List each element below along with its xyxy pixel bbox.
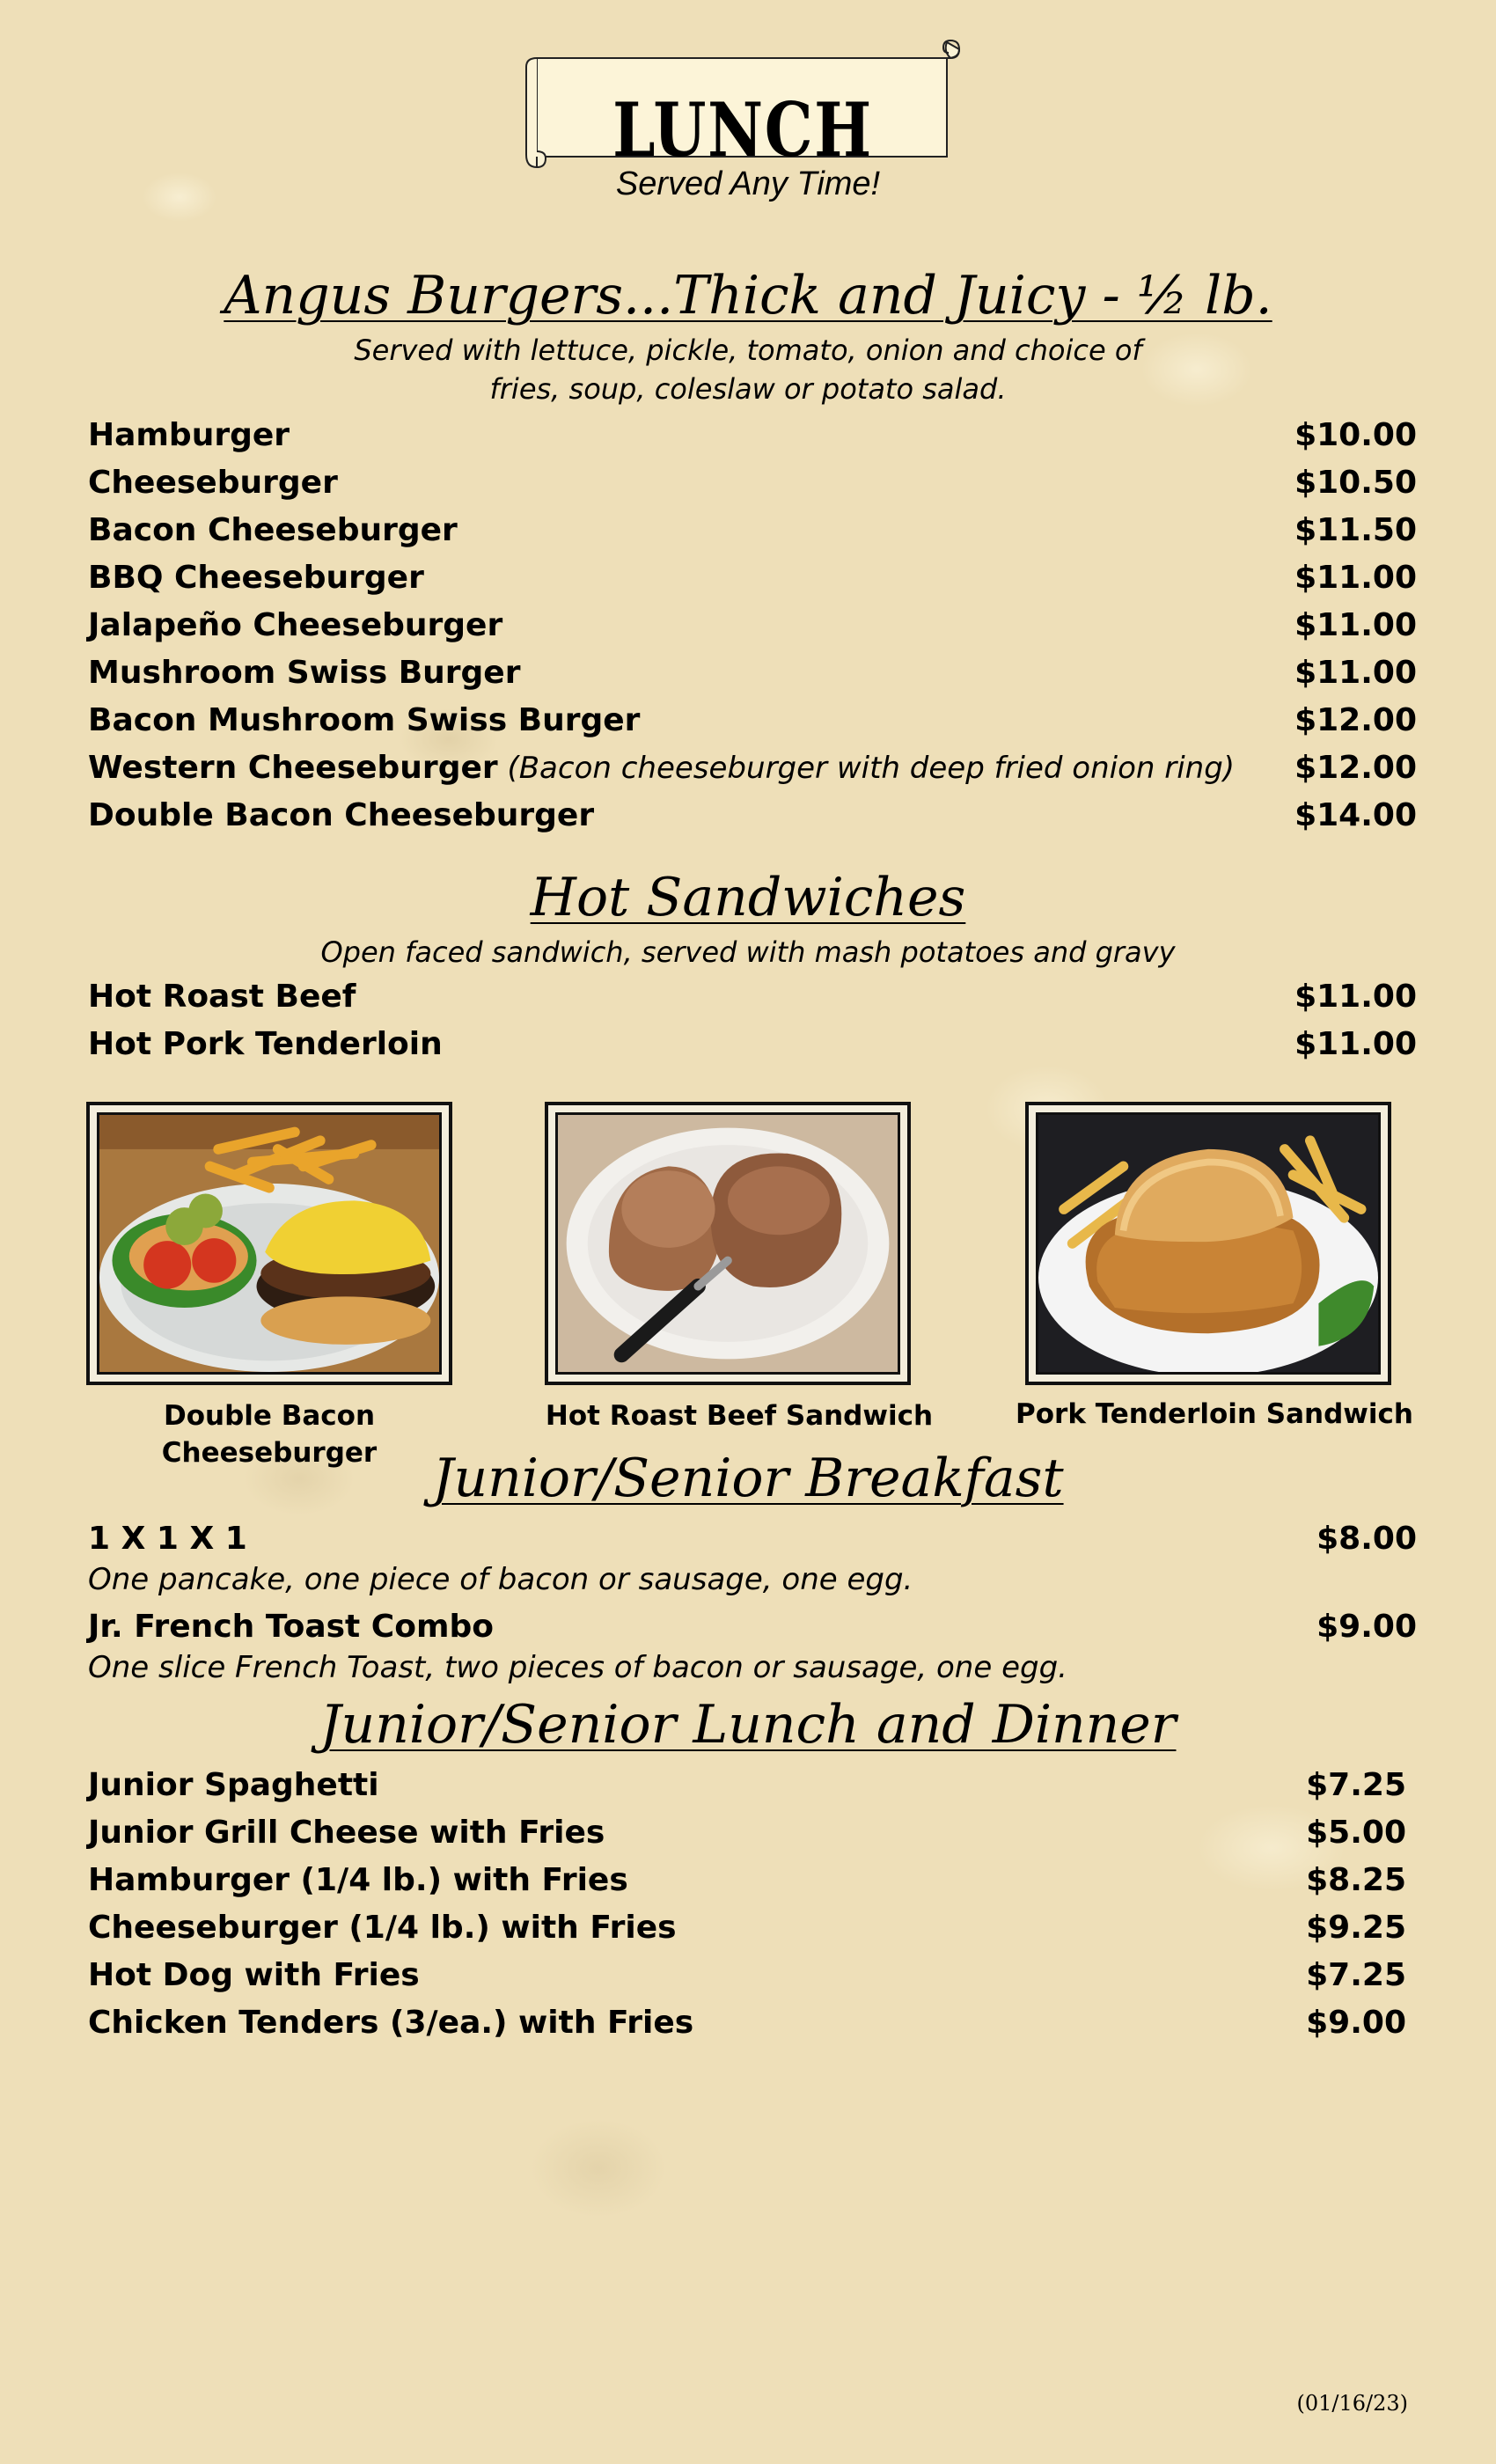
section-desc-hot-sandwiches: Open faced sandwich, served with mash potatoes and gravy — [320, 935, 1176, 969]
item-price: $11.00 — [1294, 560, 1417, 596]
item-name: Chicken Tenders (3/ea.) with Fries — [88, 2005, 694, 2041]
item-price: $12.00 — [1294, 750, 1417, 786]
menu-item — [88, 554, 1417, 602]
menu-item — [88, 697, 1417, 744]
item-name: Junior Spaghetti — [88, 1767, 379, 1803]
item-name: BBQ Cheeseburger — [88, 560, 424, 596]
section-title-lunch-dinner: Junior/Senior Lunch and Dinner — [319, 1694, 1177, 1756]
item-price: $7.25 — [1306, 1767, 1406, 1803]
photo-caption-pork-tenderloin: Pork Tenderloin Sandwich — [1016, 1398, 1413, 1430]
page-subtitle: Served Any Time! — [615, 165, 881, 202]
menu-item — [88, 459, 1417, 507]
burger-photo-icon — [99, 1115, 439, 1372]
menu-item — [88, 1999, 1406, 2047]
item-price: $8.00 — [1316, 1521, 1417, 1557]
menu-item — [88, 1809, 1406, 1857]
item-price: $5.00 — [1306, 1815, 1406, 1851]
item-price: $10.00 — [1294, 417, 1417, 453]
menu-item — [88, 1021, 1417, 1068]
item-name: Cheeseburger (1/4 lb.) with Fries — [88, 1910, 677, 1946]
item-price: $9.25 — [1306, 1910, 1406, 1946]
menu-item — [88, 1904, 1406, 1952]
photo-hot-roast-beef — [545, 1102, 911, 1385]
item-price: $11.00 — [1294, 607, 1417, 643]
menu-item — [88, 602, 1417, 649]
section-title-hot-sandwiches: Hot Sandwiches — [530, 867, 966, 928]
item-name: Bacon Cheeseburger — [88, 512, 458, 548]
photo-double-bacon-cheeseburger — [86, 1102, 452, 1385]
item-description: One pancake, one piece of bacon or sausage, one egg. — [88, 1562, 913, 1597]
menu-item — [88, 744, 1417, 792]
item-price: $11.00 — [1294, 979, 1417, 1015]
item-name-with-note — [88, 744, 1235, 792]
item-description: One slice French Toast, two pieces of bacon or sausage, one egg. — [88, 1650, 1067, 1685]
item-price: $8.25 — [1306, 1862, 1406, 1898]
section-desc-burgers-line2: fries, soup, coleslaw or potato salad. — [489, 372, 1007, 406]
item-note: (Bacon cheeseburger with deep fried onion ring) — [497, 751, 1236, 786]
menu-item — [88, 1603, 1417, 1651]
item-name: Hot Pork Tenderloin — [88, 1026, 443, 1062]
item-name: Mushroom Swiss Burger — [88, 655, 521, 691]
item-price: $14.00 — [1294, 797, 1417, 833]
item-price: $9.00 — [1316, 1609, 1417, 1645]
item-name: 1 X 1 X 1 — [88, 1521, 247, 1557]
title-banner — [524, 39, 961, 178]
revision-date: (01/16/23) — [1296, 2391, 1408, 2416]
item-price: $11.00 — [1294, 1026, 1417, 1062]
photo-pork-tenderloin — [1025, 1102, 1391, 1385]
tenderloin-photo-icon — [1038, 1115, 1378, 1372]
item-name: Western Cheeseburger — [88, 750, 498, 786]
photo-caption-hot-roast-beef: Hot Roast Beef Sandwich — [545, 1400, 934, 1432]
menu-item — [88, 1515, 1417, 1563]
item-name: Hamburger — [88, 417, 290, 453]
item-name: Double Bacon Cheeseburger — [88, 797, 595, 833]
item-price: $11.00 — [1294, 655, 1417, 691]
item-name: Bacon Mushroom Swiss Burger — [88, 702, 641, 738]
item-name: Jalapeño Cheeseburger — [88, 607, 503, 643]
menu-item — [88, 792, 1417, 840]
menu-item — [88, 1857, 1406, 1904]
section-title-breakfast: Junior/Senior Breakfast — [432, 1448, 1064, 1509]
item-price: $12.00 — [1294, 702, 1417, 738]
item-name: Cheeseburger — [88, 465, 338, 501]
item-price: $7.25 — [1306, 1957, 1406, 1993]
item-price: $10.50 — [1294, 465, 1417, 501]
item-price: $11.50 — [1294, 512, 1417, 548]
section-desc-burgers-line1: Served with lettuce, pickle, tomato, onion and choice of — [354, 334, 1142, 367]
menu-item — [88, 507, 1417, 554]
item-price: $9.00 — [1306, 2005, 1406, 2041]
item-name: Junior Grill Cheese with Fries — [88, 1815, 605, 1851]
item-name: Jr. French Toast Combo — [88, 1609, 494, 1645]
menu-item — [88, 973, 1417, 1021]
menu-item — [88, 412, 1417, 459]
menu-item — [88, 1952, 1406, 1999]
section-title-burgers: Angus Burgers...Thick and Juicy - ½ lb. — [224, 265, 1272, 326]
item-name: Hot Roast Beef — [88, 979, 356, 1015]
roast-beef-photo-icon — [558, 1115, 898, 1372]
photo-caption-double-bacon: Double Bacon Cheeseburger — [161, 1400, 378, 1469]
menu-item — [88, 1762, 1406, 1809]
item-name: Hamburger (1/4 lb.) with Fries — [88, 1862, 628, 1898]
page-title: LUNCH — [612, 86, 873, 173]
menu-item — [88, 649, 1417, 697]
item-name: Hot Dog with Fries — [88, 1957, 420, 1993]
